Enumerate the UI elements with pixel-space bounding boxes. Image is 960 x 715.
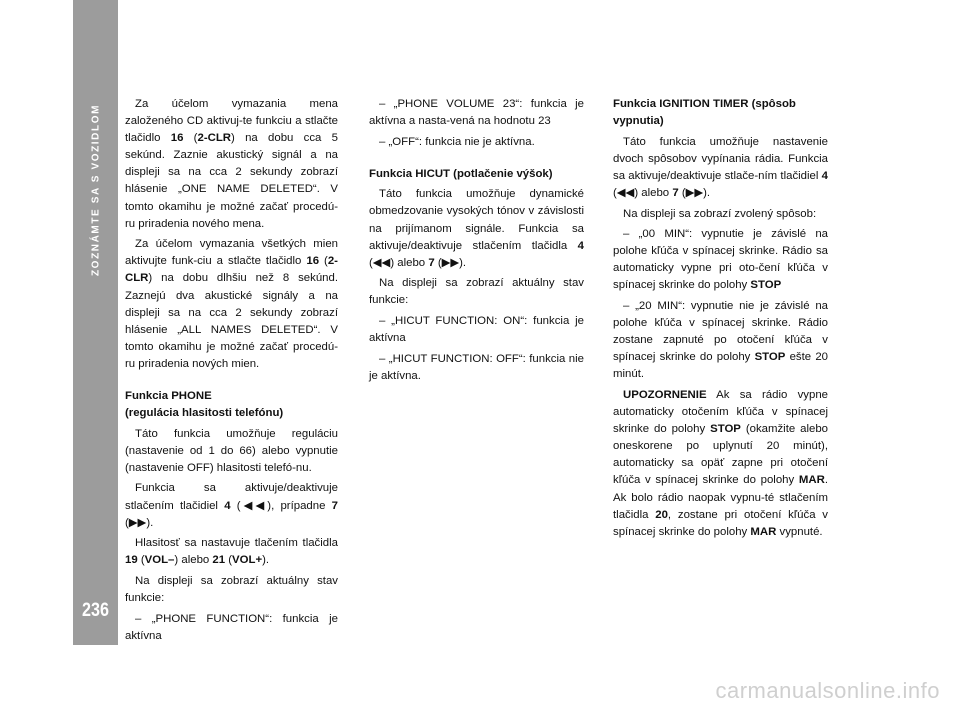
paragraph: Hlasitosť sa nastavuje tlačením tlačidla 19 (VOL–) alebo 21 (VOL+). <box>125 537 338 567</box>
section-heading: Funkcia IGNITION TIMER (spôsob vypnutia) <box>613 98 796 128</box>
warning-paragraph: UPOZORNENIE Ak sa rádio vypne automaticky otočením kľúča v spínacej skrinke do polohy STOP (okamžite alebo oneskorene po uplynutí 20 minút), automaticky sa opäť zapne pri otočení kľúča v spínacej skrinke do polohy MAR. Ak bolo rádio naopak vypnu-té stlačením tlačidla 20, zostane pri otočení kľúča v spínacej skrinke do polohy MAR vypnuté. <box>613 389 829 538</box>
paragraph: Na displeji sa zobrazí aktuálny stav funkcie: <box>125 574 338 605</box>
section-title <box>73 90 118 290</box>
list-item: – „20 MIN“: vypnutie nie je závislé na polohe kľúča v spínacej skrinke. Rádio zostane zapnuté po otočení kľúča v spínacej skrinke do polohy STOP ešte 20 minút. <box>613 300 829 381</box>
warning-label: UPOZORNENIE <box>623 389 707 401</box>
paragraph: Táto funkcia umožňuje reguláciu (nastavenie od 1 do 66) alebo vypnutie (nastavenie OFF) hlasitosti telefó-nu. <box>125 427 338 474</box>
list-item: – „PHONE VOLUME 23“: funkcia je aktívna a nasta-vená na hodnotu 23 <box>369 98 584 128</box>
section-heading: Funkcia PHONE (regulácia hlasitosti telefónu) <box>125 390 284 420</box>
list-item: – „00 MIN“: vypnutie je závislé na polohe kľúča v spínacej skrinke. Rádio sa automaticky vypne pri oto-čení kľúča v spínacej skrinke do polohy STOP <box>613 228 828 292</box>
list-item: – „HICUT FUNCTION: OFF“: funkcia nie je aktívna. <box>369 352 584 382</box>
paragraph: Funkcia sa aktivuje/deaktivuje stlačením tlačidiel 4 (◀◀), prípadne 7 (▶▶). <box>125 482 339 529</box>
paragraph: Na displeji sa zobrazí zvolený spôsob: <box>623 207 817 220</box>
column-3 <box>613 96 828 541</box>
section-heading: Funkcia HICUT (potlačenie výšok) <box>369 167 553 180</box>
paragraph: Táto funkcia umožňuje nastavenie dvoch spôsobov vypínania rádia. Funkcia sa aktivuje/deaktivuje stlače-ním tlačidiel 4 (◀◀) alebo 7 (▶▶). <box>613 135 828 199</box>
paragraph: Na displeji sa zobrazí aktuálny stav funkcie: <box>369 277 584 307</box>
paragraph: Za účelom vymazania mena založeného CD aktivuj-te funkciu a stlačte tlačidlo 16 (2-CLR) na dobu cca 5 sekúnd. Zaznie akustický signál a na displeji sa na cca 2 sekundy zobrazí hlásenie „ONE NAME DELETED“. V tomto okamihu je možné začať procedú-ru priradenia nového mena. <box>125 98 338 230</box>
list-item: – „OFF“: funkcia nie je aktívna. <box>379 135 535 148</box>
list-item: – „HICUT FUNCTION: ON“: funkcia je aktívna <box>369 315 584 345</box>
watermark: carmanualsonline.info <box>715 678 940 703</box>
list-item: – „PHONE FUNCTION“: funkcia je aktívna <box>125 612 338 642</box>
column-2 <box>369 96 584 385</box>
paragraph: Táto funkcia umožňuje dynamické obmedzovanie vysokých tónov v závislosti na prijímanom signále. Funkcia sa aktivuje/deaktivuje stlačením tlačidla 4 (◀◀) alebo 7 (▶▶). <box>369 188 584 269</box>
paragraph: Za účelom vymazania všetkých mien aktivujte funk-ciu a stlačte tlačidlo 16 (2-CLR) na dobu dlhšiu než 8 sekúnd. Zaznejú dva akustické signály a na displeji sa na cca 2 sekundy zobrazí hlásenie „ALL NAMES DELETED“. V tomto okamihu je možné začať procedú-ru priradenia nových mien. <box>125 238 338 370</box>
section-title-text: ZOZNÁMTE SA S VOZIDLOM <box>90 103 101 277</box>
page-number: 236 <box>82 600 109 621</box>
column-1 <box>125 96 338 645</box>
